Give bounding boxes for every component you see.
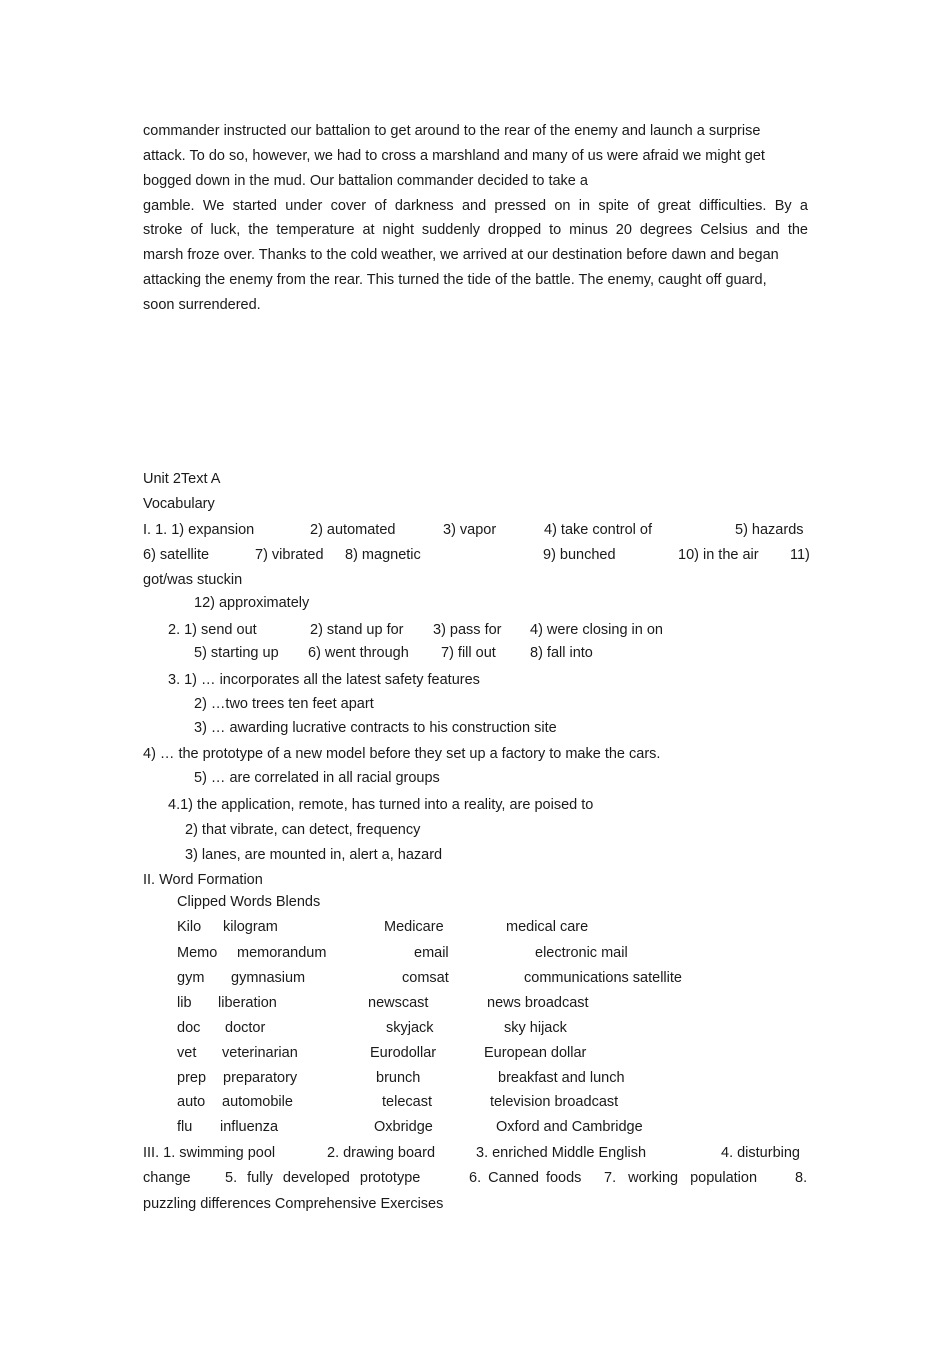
vocab-item: 5) … are correlated in all racial groups [194, 770, 440, 786]
section-iii-item: 2. drawing board [327, 1145, 436, 1161]
passage-line: attack. To do so, however, we had to cross a marshland and many of us were afraid we might get [143, 148, 765, 164]
vocab-item: 10) in the air [678, 547, 759, 563]
blend-word: email [414, 945, 449, 961]
vocab-item: 7) vibrated [255, 547, 324, 563]
vocab-item: 3) … awarding lucrative contracts to his construction site [194, 720, 557, 736]
blend-word: comsat [402, 970, 449, 986]
section-title: II. Word Formation [143, 872, 263, 888]
vocab-item: 12) approximately [194, 595, 310, 611]
vocab-item: 4) … the prototype of a new model before they set up a factory to make the cars. [143, 746, 661, 762]
table-header: Clipped Words Blends [177, 894, 321, 910]
vocab-item: 3. 1) … incorporates all the latest safety features [168, 672, 480, 688]
full-word: preparatory [223, 1070, 298, 1086]
passage-line: marsh froze over. Thanks to the cold weather, we arrived at our destination before dawn and began [143, 247, 779, 263]
clipped-word: gym [177, 970, 205, 986]
vocab-item: 2) stand up for [310, 622, 404, 638]
section-iii-item: 5. fully developed prototype [225, 1170, 421, 1186]
passage-line: stroke of luck, the temperature at night suddenly dropped to minus 20 degrees Celsius and the [143, 222, 808, 238]
clipped-word: vet [177, 1045, 197, 1061]
vocab-item: 3) lanes, are mounted in, alert a, hazard [185, 847, 443, 863]
vocab-item: 4) were closing in on [530, 622, 663, 638]
blend-word: Medicare [384, 919, 444, 935]
passage-line: gamble. We started under cover of darkness and pressed on in spite of great difficulties. By a [143, 198, 808, 214]
full-word: doctor [225, 1020, 266, 1036]
vocab-item: 11) [790, 547, 810, 563]
vocab-item: 4) take control of [544, 522, 652, 538]
vocab-item: 5) hazards [735, 522, 804, 538]
passage-line: attacking the enemy from the rear. This turned the tide of the battle. The enemy, caught off guard, [143, 272, 767, 288]
blend-meaning: breakfast and lunch [498, 1070, 625, 1086]
blend-meaning: television broadcast [490, 1094, 619, 1110]
section-vocabulary: Vocabulary [143, 496, 215, 512]
vocab-item: 4.1) the application, remote, has turned into a reality, are poised to [168, 797, 594, 813]
section-iii-item: 8. [795, 1170, 808, 1186]
vocab-item: 3) vapor [443, 522, 497, 538]
passage-line: commander instructed our battalion to get around to the rear of the enemy and launch a surprise [143, 123, 761, 139]
vocab-item: 2) that vibrate, can detect, frequency [185, 822, 421, 838]
full-word: liberation [218, 995, 277, 1011]
vocab-item: 9) bunched [543, 547, 616, 563]
passage-line: soon surrendered. [143, 297, 261, 313]
blend-meaning: communications satellite [524, 970, 682, 986]
clipped-word: Kilo [177, 919, 202, 935]
section-iii-item: 3. enriched Middle English [476, 1145, 647, 1161]
blend-meaning: news broadcast [487, 995, 589, 1011]
vocab-item: I. 1. 1) expansion [143, 522, 255, 538]
blend-word: brunch [376, 1070, 421, 1086]
section-iii-item: 7. working population [604, 1170, 758, 1186]
vocab-item: got/was stuckin [143, 572, 243, 588]
section-iii-item: III. 1. swimming pool [143, 1145, 276, 1161]
vocab-item: 8) fall into [530, 645, 593, 661]
vocab-item: 5) starting up [194, 645, 279, 661]
vocab-item: 7) fill out [441, 645, 496, 661]
section-iii-item: 4. disturbing [721, 1145, 800, 1161]
blend-word: telecast [382, 1094, 432, 1110]
section-iii-item: change [143, 1170, 191, 1186]
blend-meaning: electronic mail [535, 945, 628, 961]
vocab-item: 2. 1) send out [168, 622, 257, 638]
blend-meaning: European dollar [484, 1045, 587, 1061]
clipped-word: flu [177, 1119, 193, 1135]
full-word: automobile [222, 1094, 293, 1110]
unit-title: Unit 2Text A [143, 471, 221, 487]
blend-word: Oxbridge [374, 1119, 433, 1135]
blend-word: newscast [368, 995, 429, 1011]
full-word: gymnasium [231, 970, 306, 986]
clipped-word: lib [177, 995, 192, 1011]
blend-meaning: Oxford and Cambridge [496, 1119, 643, 1135]
blend-meaning: sky hijack [504, 1020, 567, 1036]
full-word: kilogram [223, 919, 278, 935]
vocab-item: 6) went through [308, 645, 409, 661]
full-word: influenza [220, 1119, 279, 1135]
full-word: memorandum [237, 945, 327, 961]
blend-word: Eurodollar [370, 1045, 437, 1061]
passage-line: bogged down in the mud. Our battalion commander decided to take a [143, 173, 588, 189]
vocab-item: 3) pass for [433, 622, 502, 638]
clipped-word: prep [177, 1070, 207, 1086]
vocab-item: 2) automated [310, 522, 396, 538]
blend-word: skyjack [386, 1020, 434, 1036]
vocab-item: 6) satellite [143, 547, 210, 563]
section-iii-item: 6. Canned foods [469, 1170, 582, 1186]
clipped-word: Memo [177, 945, 218, 961]
clipped-word: auto [177, 1094, 206, 1110]
full-word: veterinarian [222, 1045, 298, 1061]
vocab-item: 2) …two trees ten feet apart [194, 696, 374, 712]
vocab-item: 8) magnetic [345, 547, 421, 563]
blend-meaning: medical care [506, 919, 589, 935]
clipped-word: doc [177, 1020, 201, 1036]
section-iii-item: puzzling differences Comprehensive Exercises [143, 1196, 444, 1212]
